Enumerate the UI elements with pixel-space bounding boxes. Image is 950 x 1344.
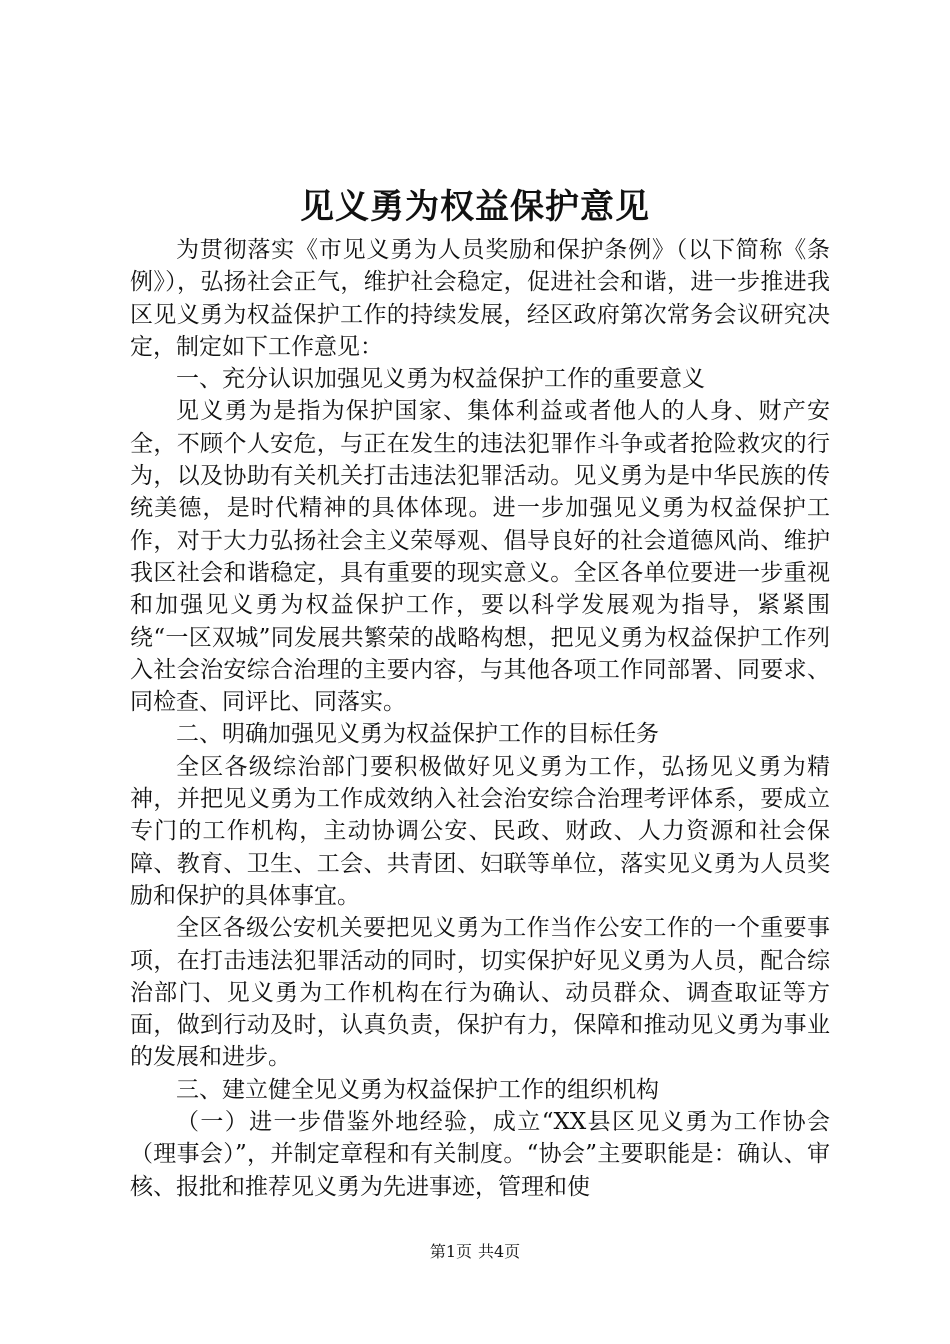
section-heading-3: 三、建立健全见义勇为权益保护工作的组织机构 <box>176 1076 659 1103</box>
body-paragraph: 全区各级公安机关要把见义勇为工作当作公安工作的一个重要事项，在打击违法犯罪活动的同时，切实保护好见义勇为人员，配合综治部门、见义勇为工作机构在行为确认、动员群众、调查取证等方面，做到行动及时，认真负责，保护有力，保障和推动见义勇为事业的发展和进步。 <box>130 915 830 1071</box>
document-body <box>130 234 830 1203</box>
page-number-current: 第1页 <box>429 1242 472 1261</box>
body-paragraph: （一）进一步借鉴外地经验，成立“XX县区见义勇为工作协会（理事会）”，并制定章程和有关制度。“协会”主要职能是：确认、审核、报批和推荐见义勇为先进事迹，管理和使 <box>130 1109 830 1200</box>
body-paragraph: 全区各级综治部门要积极做好见义勇为工作，弘扬见义勇为精神，并把见义勇为工作成效纳入社会治安综合治理考评体系，要成立专门的工作机构，主动协调公安、民政、财政、人力资源和社会保障、教育、卫生、工会、共青团、妇联等单位，落实见义勇为人员奖励和保护的具体事宜。 <box>130 753 830 909</box>
page-number-total: 共4页 <box>478 1242 521 1261</box>
body-paragraph: 见义勇为是指为保护国家、集体利益或者他人的人身、财产安全，不顾个人安危，与正在发生的违法犯罪作斗争或者抢险救灾的行为，以及协助有关机关打击违法犯罪活动。见义勇为是中华民族的传统美德，是时代精神的具体体现。进一步加强见义勇为权益保护工作，对于大力弘扬社会主义荣辱观、倡导良好的社会道德风尚、维护我区社会和谐稳定，具有重要的现实意义。全区各单位要进一步重视和加强见义勇为权益保护工作，要以科学发展观为指导，紧紧围绕“一区双城”同发展共繁荣的战略构想，把见义勇为权益保护工作列入社会治安综合治理的主要内容，与其他各项工作同部署、同要求、同检查、同评比、同落实。 <box>130 398 830 716</box>
page-footer <box>0 1241 950 1263</box>
intro-paragraph: 为贯彻落实《市见义勇为人员奖励和保护条例》（以下简称《条例》），弘扬社会正气，维护社会稳定，促进社会和谐，进一步推进我区见义勇为权益保护工作的持续发展，经区政府第次常务会议研究决定，制定如下工作意见： <box>130 237 830 360</box>
section-heading-1: 一、充分认识加强见义勇为权益保护工作的重要意义 <box>176 366 705 393</box>
section-heading-2: 二、明确加强见义勇为权益保护工作的目标任务 <box>176 721 659 748</box>
document-title: 见义勇为权益保护意见 <box>300 187 650 227</box>
